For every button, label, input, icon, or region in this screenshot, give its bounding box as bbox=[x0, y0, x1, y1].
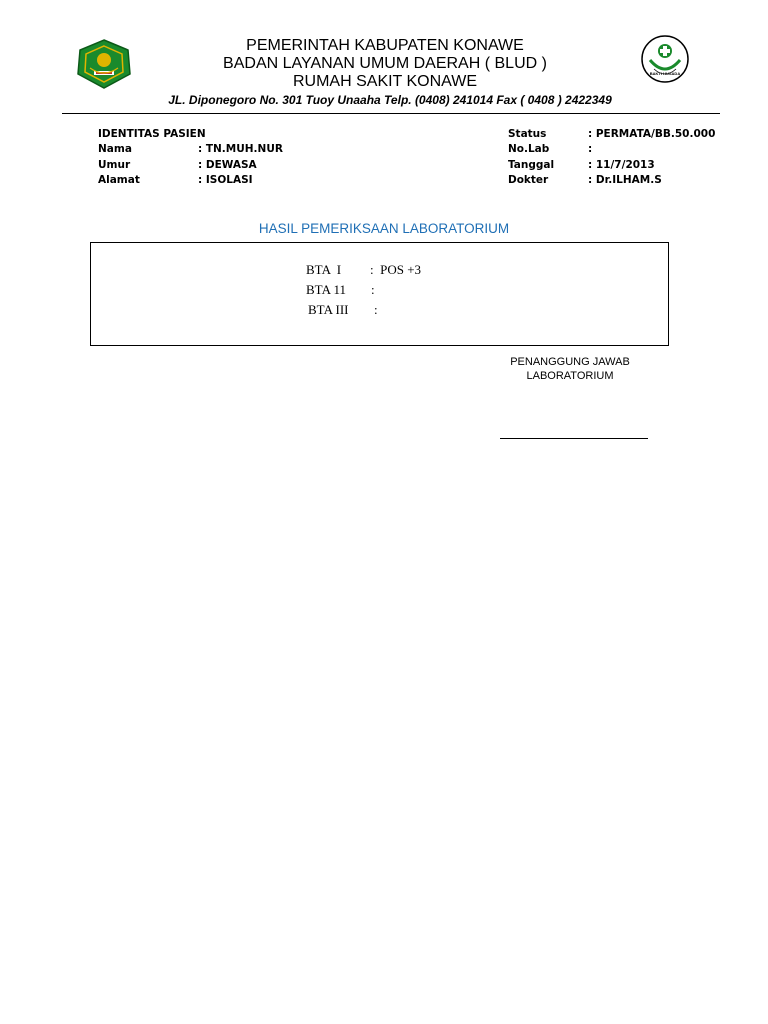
bta-3-label: BTA III bbox=[308, 302, 349, 317]
lab-number-value: : bbox=[588, 143, 593, 155]
doctor-value: : Dr.ILHAM.S bbox=[588, 174, 662, 186]
signature-line bbox=[500, 438, 648, 439]
logo-caption: BAKTI HUSADA bbox=[649, 71, 681, 76]
name-label: Nama bbox=[98, 143, 132, 155]
status-value: : PERMATA/BB.50.000 bbox=[588, 128, 716, 140]
name-value: : TN.MUH.NUR bbox=[198, 143, 283, 155]
bta-3-value: : bbox=[374, 302, 378, 317]
patient-section-label: IDENTITAS PASIEN bbox=[98, 128, 206, 140]
address-label: Alamat bbox=[98, 174, 140, 186]
konawe-emblem-logo bbox=[76, 38, 132, 90]
bakti-husada-logo bbox=[640, 34, 690, 84]
bta-2-label: BTA 11 bbox=[306, 282, 347, 297]
header-hospital: RUMAH SAKIT KONAWE bbox=[292, 73, 478, 90]
doctor-label: Dokter bbox=[508, 174, 549, 186]
signature-subtitle: LABORATORIUM bbox=[526, 370, 614, 382]
date-value: : 11/7/2013 bbox=[588, 159, 655, 171]
header-government: PEMERINTAH KABUPATEN KONAWE bbox=[246, 37, 524, 54]
age-label: Umur bbox=[98, 159, 131, 171]
address-value: : ISOLASI bbox=[198, 174, 253, 186]
lab-number-label: No.Lab bbox=[508, 143, 550, 155]
date-label: Tanggal bbox=[508, 159, 555, 171]
header-blud: BADAN LAYANAN UMUM DAERAH ( BLUD ) bbox=[223, 55, 547, 72]
age-value: : DEWASA bbox=[198, 159, 257, 171]
bta-1-value: : POS +3 bbox=[370, 262, 422, 277]
bta-2-value: : bbox=[371, 282, 375, 297]
signature-title: PENANGGUNG JAWAB bbox=[510, 356, 630, 368]
bta-1-label: BTA I bbox=[306, 262, 342, 277]
results-box bbox=[90, 242, 669, 346]
results-title: HASIL PEMERIKSAAN LABORATORIUM bbox=[258, 221, 510, 236]
status-label: Status bbox=[508, 128, 547, 140]
header-divider bbox=[62, 113, 720, 114]
header-address: JL. Diponegoro No. 301 Tuoy Unaaha Telp. (0408) 241014 Fax ( 0408 ) 2422349 bbox=[168, 93, 612, 107]
